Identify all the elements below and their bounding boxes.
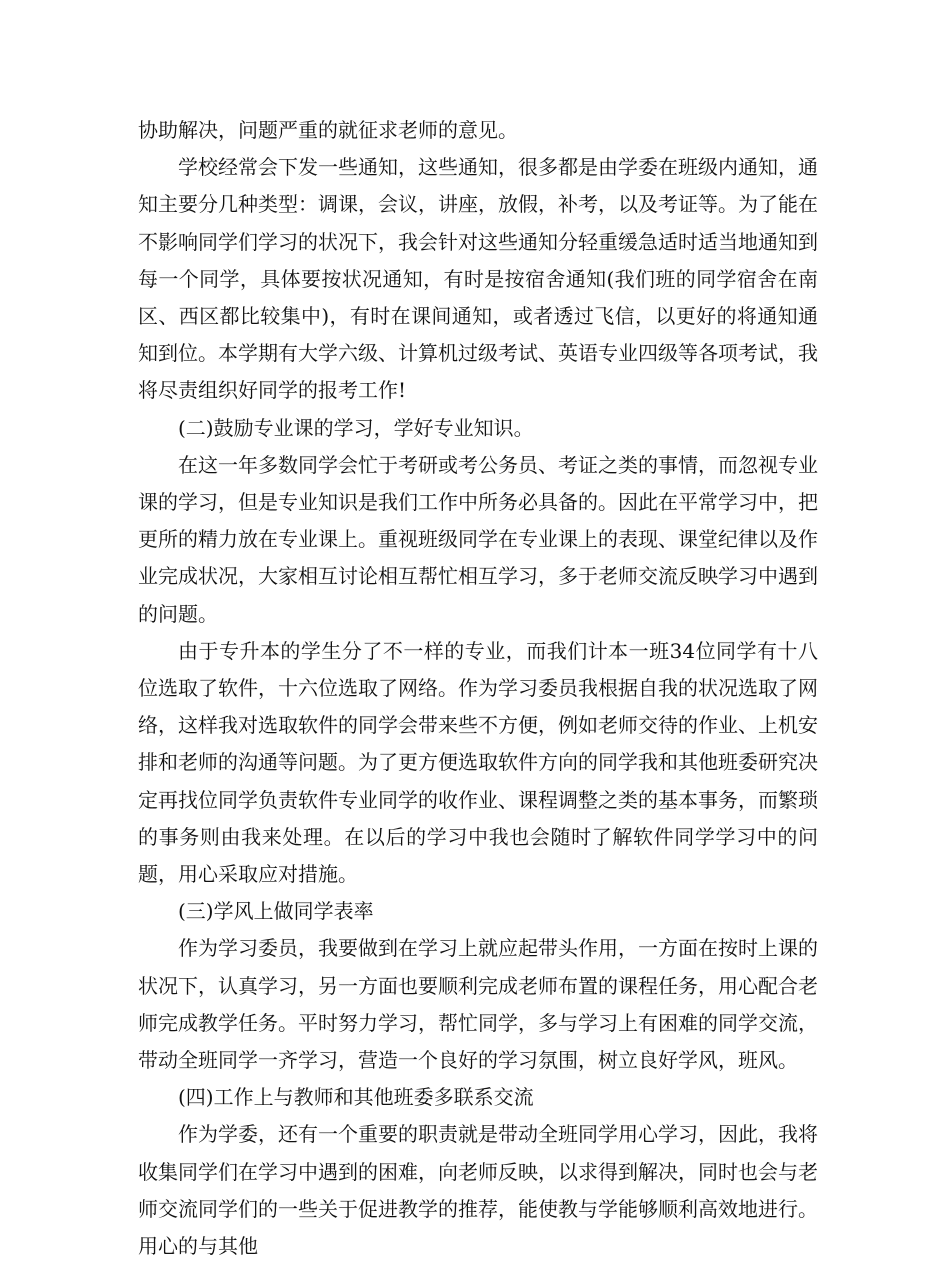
section-heading-3: (三)学风上做同学表率	[178, 899, 374, 924]
section-heading-2: (二)鼓励专业课的学习，学好专业知识。	[178, 415, 534, 440]
paragraph-continuation: 协助解决，问题严重的就征求老师的意见。	[138, 118, 518, 142]
paragraph-notifications: 学校经常会下发一些通知，这些通知，很多都是由学委在班级内通知，通知主要分几种类型：调课，会议，讲座，放假，补考，以及考证等。为了能在不影响同学们学习的状况下，我会针对这些通知分轻重缓急适时适当地通知到每一个同学，具体要按状况通知，有时是按宿舍通知(我们班的同学宿舍在南区、西区都比较集中)，有时在课间通知，或者透过飞信，以更好的将通知通知到位。本学期有大学六级、计算机过级考试、英语专业四级等各项考试，我将尽责组织好同学的报考工作!	[138, 155, 818, 403]
section-heading-4: (四)工作上与教师和其他班委多联系交流	[178, 1085, 534, 1110]
paragraph-communication: 作为学委，还有一个重要的职责就是带动全班同学用心学习，因此，我将收集同学们在学习中遇到的困难，向老师反映，以求得到解决，同时也会与老师交流同学们的一些关于促进教学的推荐，能使教与学能够顺利高效地进行。用心的与其他	[138, 1122, 818, 1259]
paragraph-professional-courses: 在这一年多数同学会忙于考研或考公务员、考证之类的事情，而忽视专业课的学习，但是专业知识是我们工作中所务必具备的。因此在平常学习中，把更所的精力放在专业课上。重视班级同学在专业课上的表现、课堂纪律以及作业完成状况，大家相互讨论相互帮忙相互学习，多于老师交流反映学习中遇到的问题。	[138, 452, 818, 626]
paragraph-study-example: 作为学习委员，我要做到在学习上就应起带头作用，一方面在按时上课的状况下，认真学习，另一方面也要顺利完成老师布置的课程任务，用心配合老师完成教学任务。平时努力学习，帮忙同学，多与学习上有困难的同学交流，带动全班同学一齐学习，营造一个良好的学习氛围，树立良好学风，班风。	[138, 936, 818, 1073]
paragraph-software-network: 由于专升本的学生分了不一样的专业，而我们计本一班34位同学有十八位选取了软件，十六位选取了网络。作为学习委员我根据自我的状况选取了网络，这样我对选取软件的同学会带来些不方便，例如老师交待的作业、上机安排和老师的沟通等问题。为了更方便选取软件方向的同学我和其他班委研究决定再找位同学负责软件专业同学的收作业、课程调整之类的基本事务，而繁琐的事务则由我来处理。在以后的学习中我也会随时了解软件同学学习中的问题，用心采取应对措施。	[138, 638, 818, 887]
document-body	[138, 112, 818, 1265]
